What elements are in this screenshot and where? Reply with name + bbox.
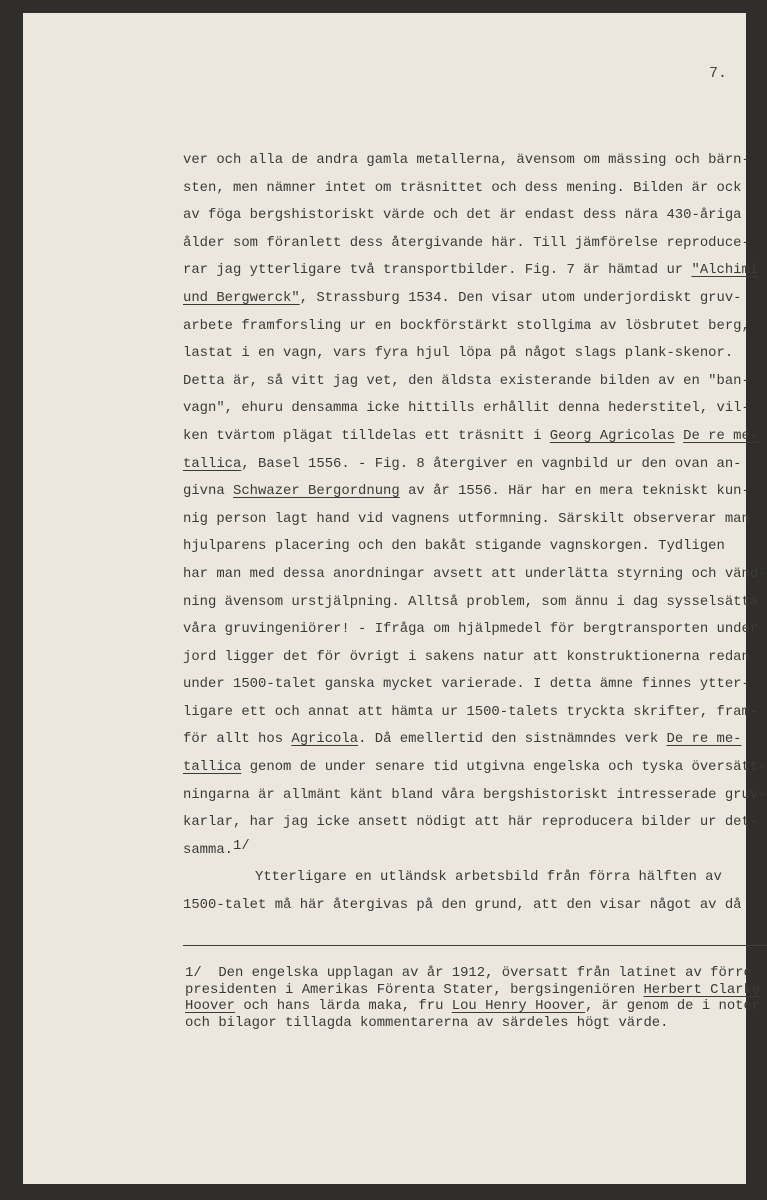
underlined-text: "Alchimi [691, 262, 759, 279]
page-number: 7. [709, 65, 728, 82]
text-segment: och bilagor tillagda kommentarerna av särdeles högt värde. [185, 1014, 669, 1031]
text-segment: ver och alla de andra gamla metallerna, ävensom om mässing och bärn- [183, 152, 750, 168]
text-segment: Ytterligare en utländsk arbetsbild från förra hälften av [255, 869, 722, 886]
text-segment: våra gruvingeniörer! - Ifråga om hjälpmedel för bergtransporten under [183, 621, 759, 638]
text-segment: vagn", ehuru densamma icke hittills erhållit denna hederstitel, vil- [183, 400, 750, 417]
underlined-text: Schwazer Bergordnung [233, 483, 400, 500]
text-segment: lastat i en vagn, vars fyra hjul löpa på något slags plank-skenor. [183, 345, 734, 362]
text-segment: rar jag ytterligare två transportbilder. Fig. 7 är hämtad ur [183, 262, 692, 279]
text-segment: 1/ Den engelska upplagan av år 1912, översatt från latinet av förre [185, 965, 752, 981]
footnote [185, 965, 760, 1031]
text-segment: ning ävensom urstjälpning. Alltså problem, som ännu i dag sysselsätta [183, 593, 759, 610]
text-line [183, 754, 767, 782]
underlined-text: tallica [183, 759, 242, 776]
text-line [183, 782, 767, 810]
footnote-separator [183, 945, 767, 946]
underlined-text: Herbert Clarke [643, 981, 761, 998]
text-line [183, 147, 767, 175]
underlined-text: Georg Agricolas [549, 427, 675, 444]
text-line [183, 175, 767, 203]
text-segment: hjulparens placering och den bakåt stigande vagnskorgen. Tydligen [183, 538, 725, 555]
text-segment: ligare ett och annat att hämta ur 1500-talets tryckta skrifter, fram- [183, 703, 759, 720]
text-segment: Detta är, så vitt jag vet, den äldsta existerande bilden av en "ban- [183, 372, 750, 389]
text-line [183, 671, 767, 699]
text-line [183, 395, 767, 423]
text-segment: under 1500-talet ganska mycket varierade. I detta ämne finnes ytter- [183, 676, 750, 693]
text-segment: 1500-talet må här återgivas på den grund, att den visar något av då [183, 897, 742, 914]
text-segment: karlar, har jag icke ansett nödigt att här reproducera bilder ur det- [183, 814, 759, 831]
footnote-line [185, 965, 760, 982]
text-line [183, 257, 767, 285]
text-segment: ålder som föranlett dess återgivande här. Till jämförelse reproduce- [183, 234, 750, 251]
text-segment: , är genom de i noter [585, 998, 761, 1014]
text-line [183, 230, 767, 258]
text-segment: för allt hos [183, 731, 292, 748]
text-segment: jord ligger det för övrigt i sakens natur att konstruktionerna redan [183, 648, 750, 665]
text-segment: presidenten i Amerikas Förenta Stater, bergsingeniören [185, 981, 644, 998]
text-segment: . Då emellertid den sistnämndes verk [358, 731, 667, 748]
text-line [183, 892, 767, 920]
footnote-line [185, 998, 760, 1015]
text-line [183, 864, 767, 892]
text-line [183, 644, 767, 672]
text-segment: ningarna är allmänt känt bland våra bergshistoriskt intresserade gruv- [183, 786, 767, 803]
text-line [183, 809, 767, 837]
underlined-text: Lou Henry Hoover [451, 998, 586, 1014]
text-segment [675, 428, 683, 444]
text-segment: ken tvärtom plägat tilldelas ett träsnitt i [183, 427, 550, 444]
text-segment: samma. [183, 841, 234, 858]
text-segment: av föga bergshistoriskt värde och det är endast dess nära 430-åriga [183, 207, 742, 224]
text-line [183, 340, 767, 368]
text-line [183, 423, 767, 451]
text-line [183, 506, 767, 534]
text-segment: genom de under senare tid utgivna engelska och tyska översätt- [241, 759, 767, 776]
text-segment: givna [183, 483, 234, 500]
underlined-text: De re me- [683, 427, 759, 444]
text-segment: av år 1556. Här har en mera tekniskt kun- [399, 483, 750, 500]
text-line [183, 368, 767, 396]
text-segment: och hans lärda maka, fru [235, 998, 452, 1014]
underlined-text: tallica [183, 455, 242, 472]
text-segment: nig person lagt hand vid vagnens utformning. Särskilt observerar man [183, 510, 750, 527]
text-segment: har man med dessa anordningar avsett att underlätta styrning och vänd- [183, 565, 767, 582]
text-line [183, 313, 767, 341]
text-line [183, 589, 767, 617]
text-segment: , Strassburg 1534. Den visar utom underjordiskt gruv- [299, 289, 742, 306]
text-line [183, 451, 767, 479]
text-line [183, 726, 767, 754]
footnote-line [185, 982, 760, 999]
document-page [23, 13, 767, 1184]
underlined-text: De re me- [666, 731, 742, 748]
body-text [183, 147, 767, 920]
footnote-line [185, 1015, 760, 1032]
underlined-text: Hoover [185, 998, 236, 1014]
text-line [183, 561, 767, 589]
text-line [183, 478, 767, 506]
text-segment: , Basel 1556. - Fig. 8 återgiver en vagnbild ur den ovan an- [241, 455, 742, 472]
footnote-reference: 1/ [233, 837, 250, 854]
text-segment: arbete framforsling ur en bockförstärkt stollgima av lösbrutet berg, [183, 317, 750, 334]
text-line [183, 616, 767, 644]
text-line [183, 285, 767, 313]
text-segment: sten, men nämner intet om träsnittet och dess mening. Bilden är ock [183, 179, 742, 196]
text-line [183, 202, 767, 230]
text-line [183, 533, 767, 561]
underlined-text: Agricola [291, 731, 359, 748]
text-line [183, 837, 767, 865]
underlined-text: und Bergwerck" [183, 289, 300, 306]
text-line [183, 699, 767, 727]
